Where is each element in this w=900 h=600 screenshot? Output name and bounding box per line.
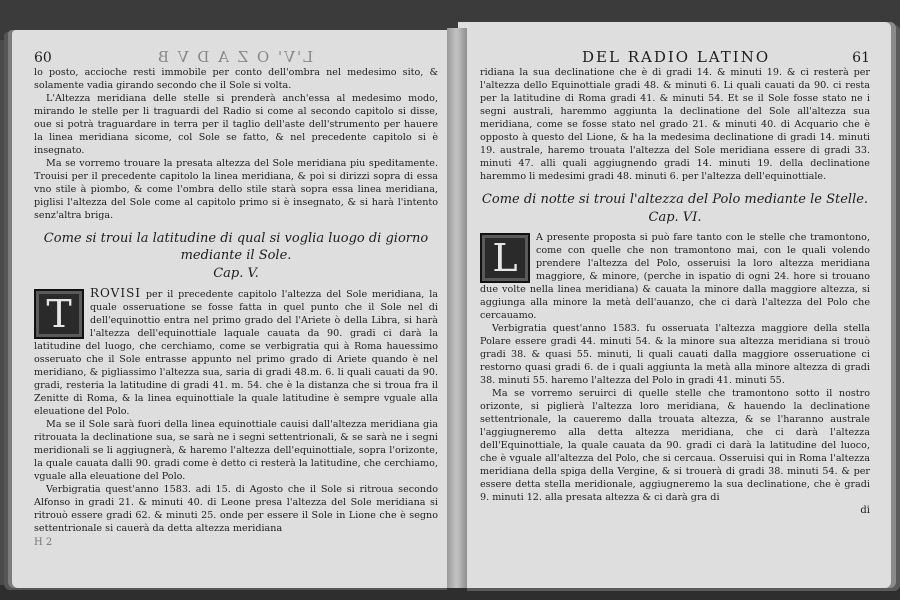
- left-header: [34, 48, 438, 66]
- right-dropcap: L: [480, 233, 530, 283]
- left-page-content: [34, 48, 438, 548]
- left-page: [12, 30, 455, 588]
- right-page: [458, 22, 891, 588]
- left-chapter-number: Cap. V.: [213, 266, 259, 281]
- left-running-head: L'V' O Z A D V B: [156, 48, 314, 66]
- left-paragraph: Ma se vorremo trouare la presata altezza del Sole meridiana piu speditamente. Trouisi per il precedente capitolo la linea meridiana, & poi si dirizzi sopra di essa vno stile à piombo, & come l'ombra dello stile starà sopra essa linea meridiana, piglisi l'altezza del Sole come al capitolo primo si è insegnato, & si harà l'intento senz'altra briga.: [34, 158, 438, 221]
- right-page-number: 61: [852, 50, 870, 66]
- right-chapter-heading: Come di notte si troui l'altezza del Polo mediante le Stelle.: [481, 192, 869, 207]
- left-chapter-paragraph: Ma se il Sole sarà fuori della linea equinottiale cauisi dall'altezza meridiana gia ritrouata la declinatione sua, se sarà ne i segni settentrionali, & se sarà ne i segni meridionali se li aggiugnerà, & haremo l'altezza dell'equinottiale, sopra l'orizonte, la quale cauata dalli 90. gradi come è detto ci resterà la latitudine, che cerchiamo, vguale alla eleuatione del Polo.: [34, 419, 438, 482]
- right-header: [480, 48, 870, 66]
- left-chapter-paragraph: Verbigratia quest'anno 1583. adi 15. di Agosto che il Sole si ritroua secondo Alfonso in gradi 21. & minuti 40. di Leone presa l'altezza del Sole meridiana si ritrouò essere gradi 62. & minuti 25. onde per essere il Sole in Lione che è segno settentrionale si cauerà da detta altezza meridiana: [34, 484, 438, 534]
- right-chapter-paragraph: Ma se vorremo seruirci di quelle stelle che tramontono sotto il nostro orizonte, si piglierà l'altezza loro meridiana, & hauendo la declinatione settentrionale, la caueremo dalla trouata altezza, & se l'haranno australe l'aggiugneremo alla detta altezza meridiana, che ci darà l'altezza dell'Equinottiale, la quale cauata da 90. gradi ci darà la latitudine del luoco, che è vguale all'altezza del Polo, che si cercaua. Osseruisi qui in Roma l'altezza meridiana della spiga della Vergine, & si trouerà di gradi 38. minuti 54. & per essere detta stella meridionale, aggiugneremo la sua declinatione, che è gradi 9. minuti 12. alla presata altezza & ci darà gra di: [480, 388, 870, 503]
- left-page-number: 60: [34, 50, 52, 66]
- left-dropcap: T: [34, 289, 84, 339]
- right-chapter-paragraph: Verbigratia quest'anno 1583. fu osseruata l'altezza maggiore della stella Polare essere gradi 44. minuti 54. & la minore sua altezza meridiana si trouò gradi 38. & quasi 55. minuti, li quali cauati dalla maggiore osseruatione ci restorno quasi gradi 6. de i quali aggiunta la metà alla minore altezza di gradi 38. minuti 55. haremo l'altezza del Polo in gradi 41. minuti 55.: [480, 323, 870, 386]
- right-page-content: [480, 48, 870, 516]
- right-chapter-number: Cap. VI.: [648, 210, 702, 225]
- right-paragraph: ridiana la sua declinatione che è di gradi 14. & minuti 19. & ci resterà per l'altezza dello Equinottiale gradi 48. & minuti 6. Li quali cauati da 90. ci resta per la latitudine di Roma gradi 41. & minuti 54. Et se il Sole fosse stato ne i segni australi, haremmo aggiunta la declinatione del Sole all'altezza sua meridiana, come se fosse stato nel grado 21. & minuti 40. di Acquario che è opposto à questo del Lione, & ha la medesima declinatione di gradi 14. minuti 19. australe, haremo trouata l'altezza del Sole meridiana essere di gradi 33. minuti 47. alli quali aggiugnendo gradi 14. minuti 19. della declinatione haremmo li medesimi gradi 48. minuti 6. per l'altezza dell'equinottiale.: [480, 67, 870, 182]
- left-chapter-paragraph: per il precedente capitolo l'altezza del Sole meridiana, la quale osseruatione se fosse fatta in quel punto che il Sole nel di dell'equinottio entra nel primo grado del l'Ariete ò della Libra, si harà l'altezza dell'equinottiale laquale cauata da 90. gradi ci darà la latitudine del luogo, che cerchiamo, come se verbigratia qui à Roma hauessimo osseruato che il Sole entrasse appunto nel primo grado di Ariete quando è nel meridiano, & pigliassimo l'altezza sua, saria di gradi 48.m. 6. li quali cauati da 90. gradi, resteria la latitudine di gradi 41. m. 54. che è la distanza che si troua fra il Zenitte di Roma, & la linea equinottiale la quale latitudine è sempre vguale alla eleuatione del Polo.: [34, 289, 438, 417]
- right-running-head: DEL RADIO LATINO: [581, 48, 771, 66]
- right-catchword: di: [860, 505, 870, 516]
- book-gutter: [447, 28, 467, 588]
- left-chapter-heading: Come si troui la latitudine di qual si voglia luogo di giorno mediante il Sole.: [43, 231, 429, 263]
- left-signature: H 2: [34, 537, 53, 548]
- right-chapter-paragraph: A presente proposta si può fare tanto con le stelle che tramontono, come con quelle che non tramontono mai, con le quali volendo prendere l'altezza del Polo, osseruisi la loro altezza meridiana maggiore, & minore, (perche in ispatio di ogni 24. hore si trouano due volte nella linea meridiana) & cauata la minore dalla maggiore altezza, si aggiunga alla minore la metà dell'auanzo, che ci darà l'altezza del Polo che cercauamo.: [480, 232, 870, 321]
- left-paragraph: L'Altezza meridiana delle stelle si prenderà anch'essa al medesimo modo, mirando le stelle per li traguardi del Radio si come al secondo capitolo si disse, oue si potrà traguardare in terra per il taglio dell'aste dell'strumento per hauere la linea meridiana sicome, col Sole se fatto, & nel precedente capitolo si è insegnato.: [34, 93, 438, 156]
- left-paragraph: lo posto, accioche resti immobile per conto dell'ombra nel medesimo sito, & solamente vadia girando secondo che il Sole si volta.: [34, 67, 438, 91]
- left-lead-word: ROVISI: [90, 286, 142, 300]
